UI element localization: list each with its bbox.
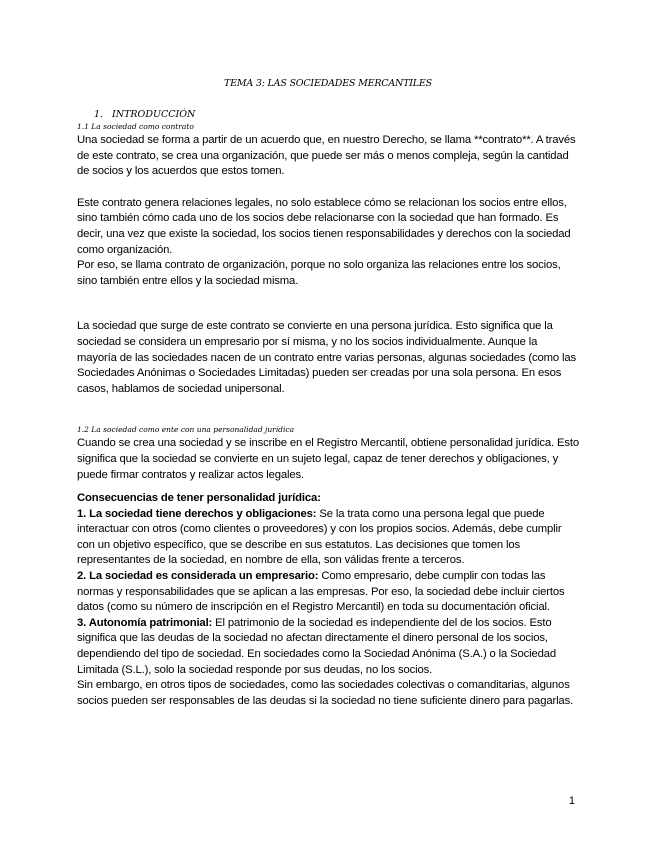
paragraph-sin-embargo: Sin embargo, en otros tipos de sociedades, como las sociedades colectivas o comanditarias, algunos socios pueden ser responsables de las deudas si la sociedad no tiene suficiente dinero para pagarlas. <box>77 679 574 707</box>
paragraph-contrato-intro: Una sociedad se forma a partir de un acuerdo que, en nuestro Derecho, se llama **contrato**. A través de este contrato, se crea una organización, que puede ser más o menos compleja, según la cantidad de socios y los acuerdos que estos tomen. <box>77 134 576 178</box>
consequence-3-text: El patrimonio de la sociedad es independiente del de los socios. Esto significa que las deudas de la sociedad no afectan directamente el dinero personal de los socios, dependiendo del tipo de sociedad. En sociedades como la Sociedad Anónima (S.A.) o la Sociedad Limitada (S.L.), solo la sociedad responde por sus deudas, no los socios. <box>77 616 557 676</box>
consequence-2 <box>77 569 579 616</box>
consequence-1-text: Se la trata como una persona legal que puede interactuar con otros (como clientes o proveedores) y con los propios socios. Además, debe cumplir con un objetivo específico, que se describe en sus estatutos. Las decisiones que tomen los representantes de la sociedad, en nombre de ella, son válidas frente a terceros. <box>77 507 562 567</box>
consequence-3 <box>77 616 579 678</box>
consequence-3-title: 3. Autonomía patrimonial: <box>77 616 213 629</box>
section-number: 1. <box>94 109 104 120</box>
document-body <box>77 78 579 709</box>
section-title: INTRODUCCIÓN <box>112 109 196 120</box>
consequences-title-text: Consecuencias de tener personalidad jurídica: <box>77 492 321 505</box>
document-title: TEMA 3: LAS SOCIEDADES MERCANTILES <box>224 78 432 89</box>
consequence-1-title: 1. La sociedad tiene derechos y obligaciones: <box>77 507 317 520</box>
paragraph-relaciones-legales: Este contrato genera relaciones legales, no solo establece cómo se relacionan los socios entre ellos, sino también cómo cada uno de los socios debe relacionarse con la sociedad que han formado. Es decir, una vez que existe la sociedad, los socios tienen responsabilidades y derechos con la sociedad como organización. <box>77 196 571 256</box>
page-number: 1 <box>568 795 575 807</box>
subsection-heading-contrato: 1.1 La sociedad como contrato <box>77 122 194 131</box>
consequence-2-title: 2. La sociedad es considerada un empresario: <box>77 570 319 583</box>
section-heading-introduccion <box>77 109 579 120</box>
consequence-2-text: Como empresario, debe cumplir con todas las normas y responsabilidades que se aplican a las empresas. Por eso, la sociedad debe incluir ciertos datos (como su número de inscripción en el Registro Mercantil) en toda su documentación oficial. <box>77 570 565 614</box>
paragraph-registro-mercantil: Cuando se crea una sociedad y se inscribe en el Registro Mercantil, obtiene personalidad jurídica. Esto significa que la sociedad se convierte en un sujeto legal, capaz de tener derechos y obligaciones, y puede firmar contratos y realizar actos legales. <box>77 437 579 481</box>
consequences-title <box>77 491 579 507</box>
subsection-heading-personalidad: 1.2 La sociedad como ente con una personalidad jurídica <box>77 425 295 435</box>
paragraph-contrato-organizacion: Por eso, se llama contrato de organización, porque no solo organiza las relaciones entre los socios, sino también entre ellos y la sociedad misma. <box>77 259 561 287</box>
paragraph-persona-juridica: La sociedad que surge de este contrato se convierte en una persona jurídica. Esto significa que la sociedad se considera un empresario por sí misma, y no los socios individualmente. Aunque la mayoría de las sociedades nacen de un contrato entre varias personas, algunas sociedades (como las Sociedades Anónimas o Sociedades Limitadas) pueden ser creadas por una sola persona. En esos casos, hablamos de sociedad unipersonal. <box>77 320 576 395</box>
consequence-1 <box>77 507 579 569</box>
